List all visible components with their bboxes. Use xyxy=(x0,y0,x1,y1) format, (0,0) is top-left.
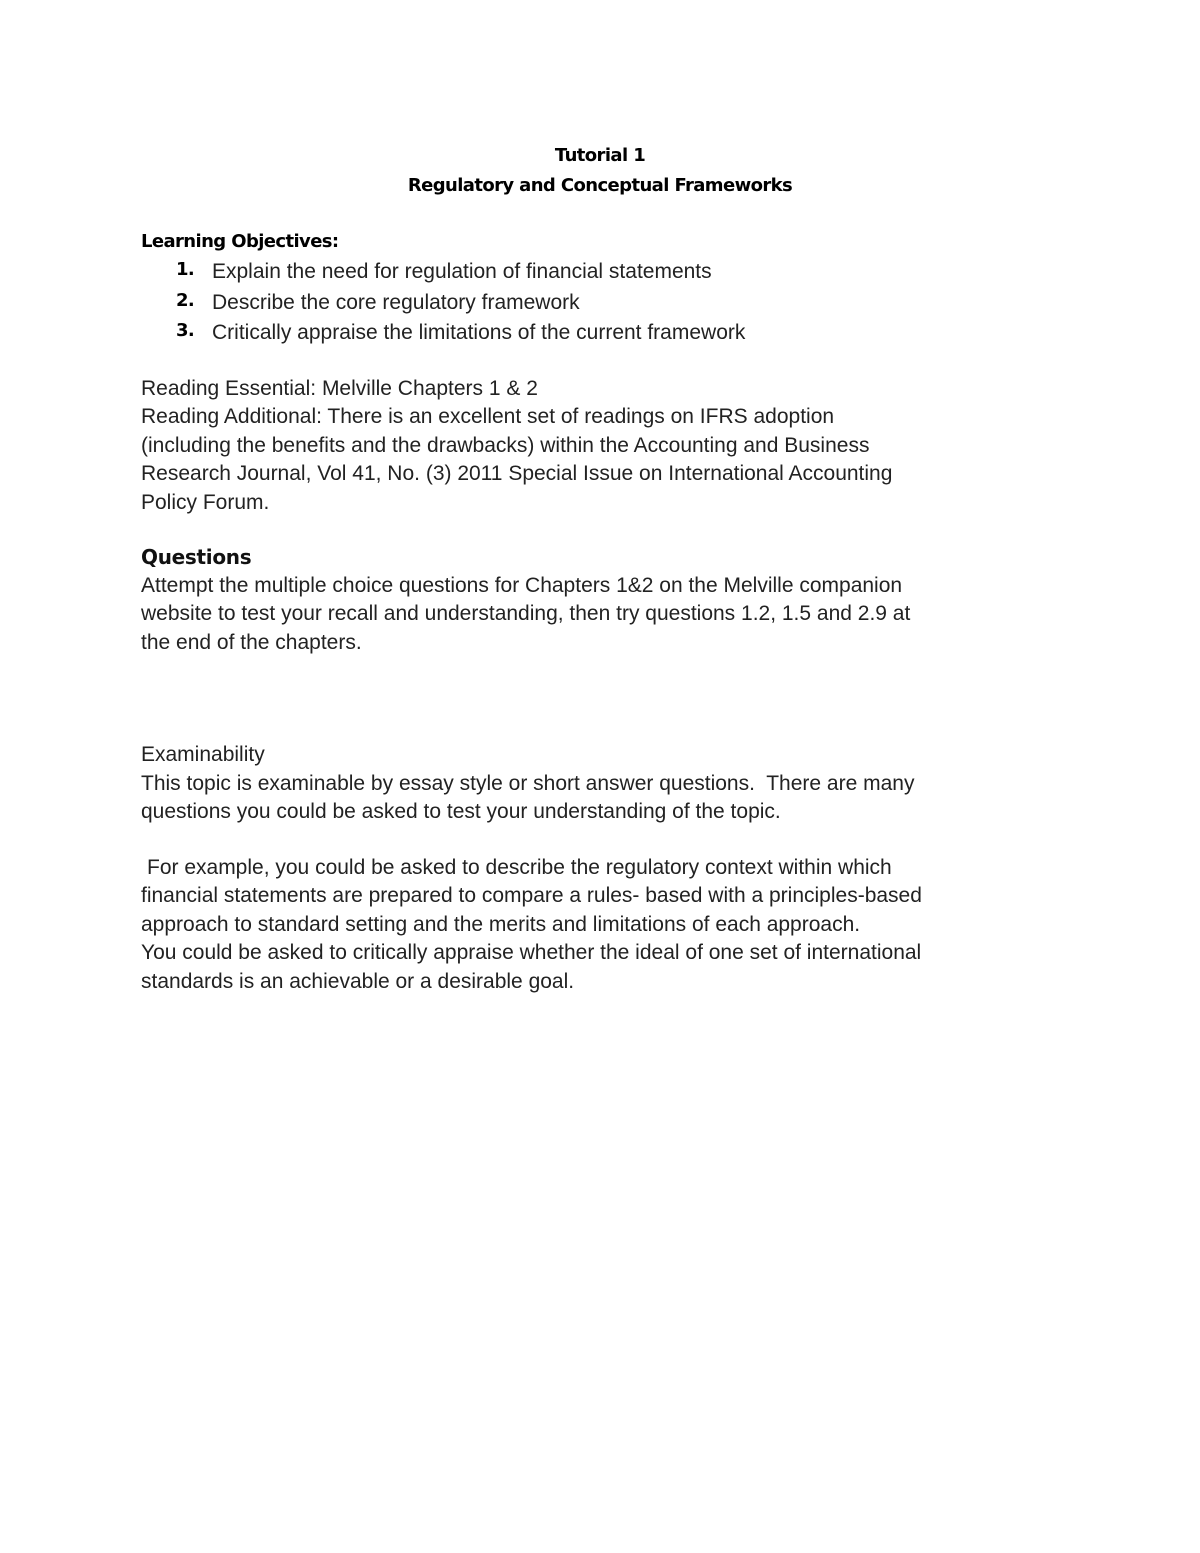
list-item-text: Explain the need for regulation of financial statements xyxy=(212,260,712,283)
paragraph-line: standards is an achievable or a desirable goal. xyxy=(141,969,575,993)
reading-additional-line: Research Journal, Vol 41, No. (3) 2011 Special Issue on International Accounting xyxy=(141,462,893,486)
paragraph-line: For example, you could be asked to describe the regulatory context within which xyxy=(147,856,892,879)
reading-essential-line: Reading Essential: Melville Chapters 1 & 2 xyxy=(141,377,538,400)
reading-additional-line: (including the benefits and the drawbacks) within the Accounting and Business xyxy=(141,433,870,457)
reading-additional-line: Reading Additional: There is an excellent set of readings on IFRS adoption xyxy=(141,405,835,429)
reading-additional-line: Policy Forum. xyxy=(141,490,270,514)
paragraph-line: You could be asked to critically appraise whether the ideal of one set of international xyxy=(141,941,922,965)
list-item-number: 2. xyxy=(176,289,195,311)
paragraph-line: questions you could be asked to test your understanding of the topic. xyxy=(141,800,781,824)
paragraph-line: financial statements are prepared to compare a rules- based with a principles-based xyxy=(141,884,922,908)
paragraph-line: approach to standard setting and the merits and limitations of each approach. xyxy=(141,912,861,936)
examinability-example xyxy=(141,854,1071,996)
questions-heading: Questions xyxy=(141,545,252,569)
paragraph-line: Attempt the multiple choice questions for Chapters 1&2 on the Melville companion xyxy=(141,574,903,597)
paragraph-line: the end of the chapters. xyxy=(141,630,362,654)
list-item-number: 3. xyxy=(176,320,195,341)
page-title: Tutorial 1 xyxy=(554,145,646,166)
examinability-heading: Examinability xyxy=(141,743,265,766)
page-subtitle: Regulatory and Conceptual Frameworks xyxy=(407,175,793,196)
paragraph-line: website to test your recall and understanding, then try questions 1.2, 1.5 and 2.9 at xyxy=(141,602,911,626)
questions-body xyxy=(141,572,1071,657)
paragraph-line: This topic is examinable by essay style or short answer questions. There are many xyxy=(141,772,915,795)
learning-objectives-heading: Learning Objectives: xyxy=(141,231,339,252)
list-item-number: 1. xyxy=(176,259,195,280)
reading-section xyxy=(141,375,1071,517)
list-item-text: Critically appraise the limitations of the current framework xyxy=(212,321,746,344)
examinability-body xyxy=(141,770,1071,827)
list-item-text: Describe the core regulatory framework xyxy=(212,290,580,314)
